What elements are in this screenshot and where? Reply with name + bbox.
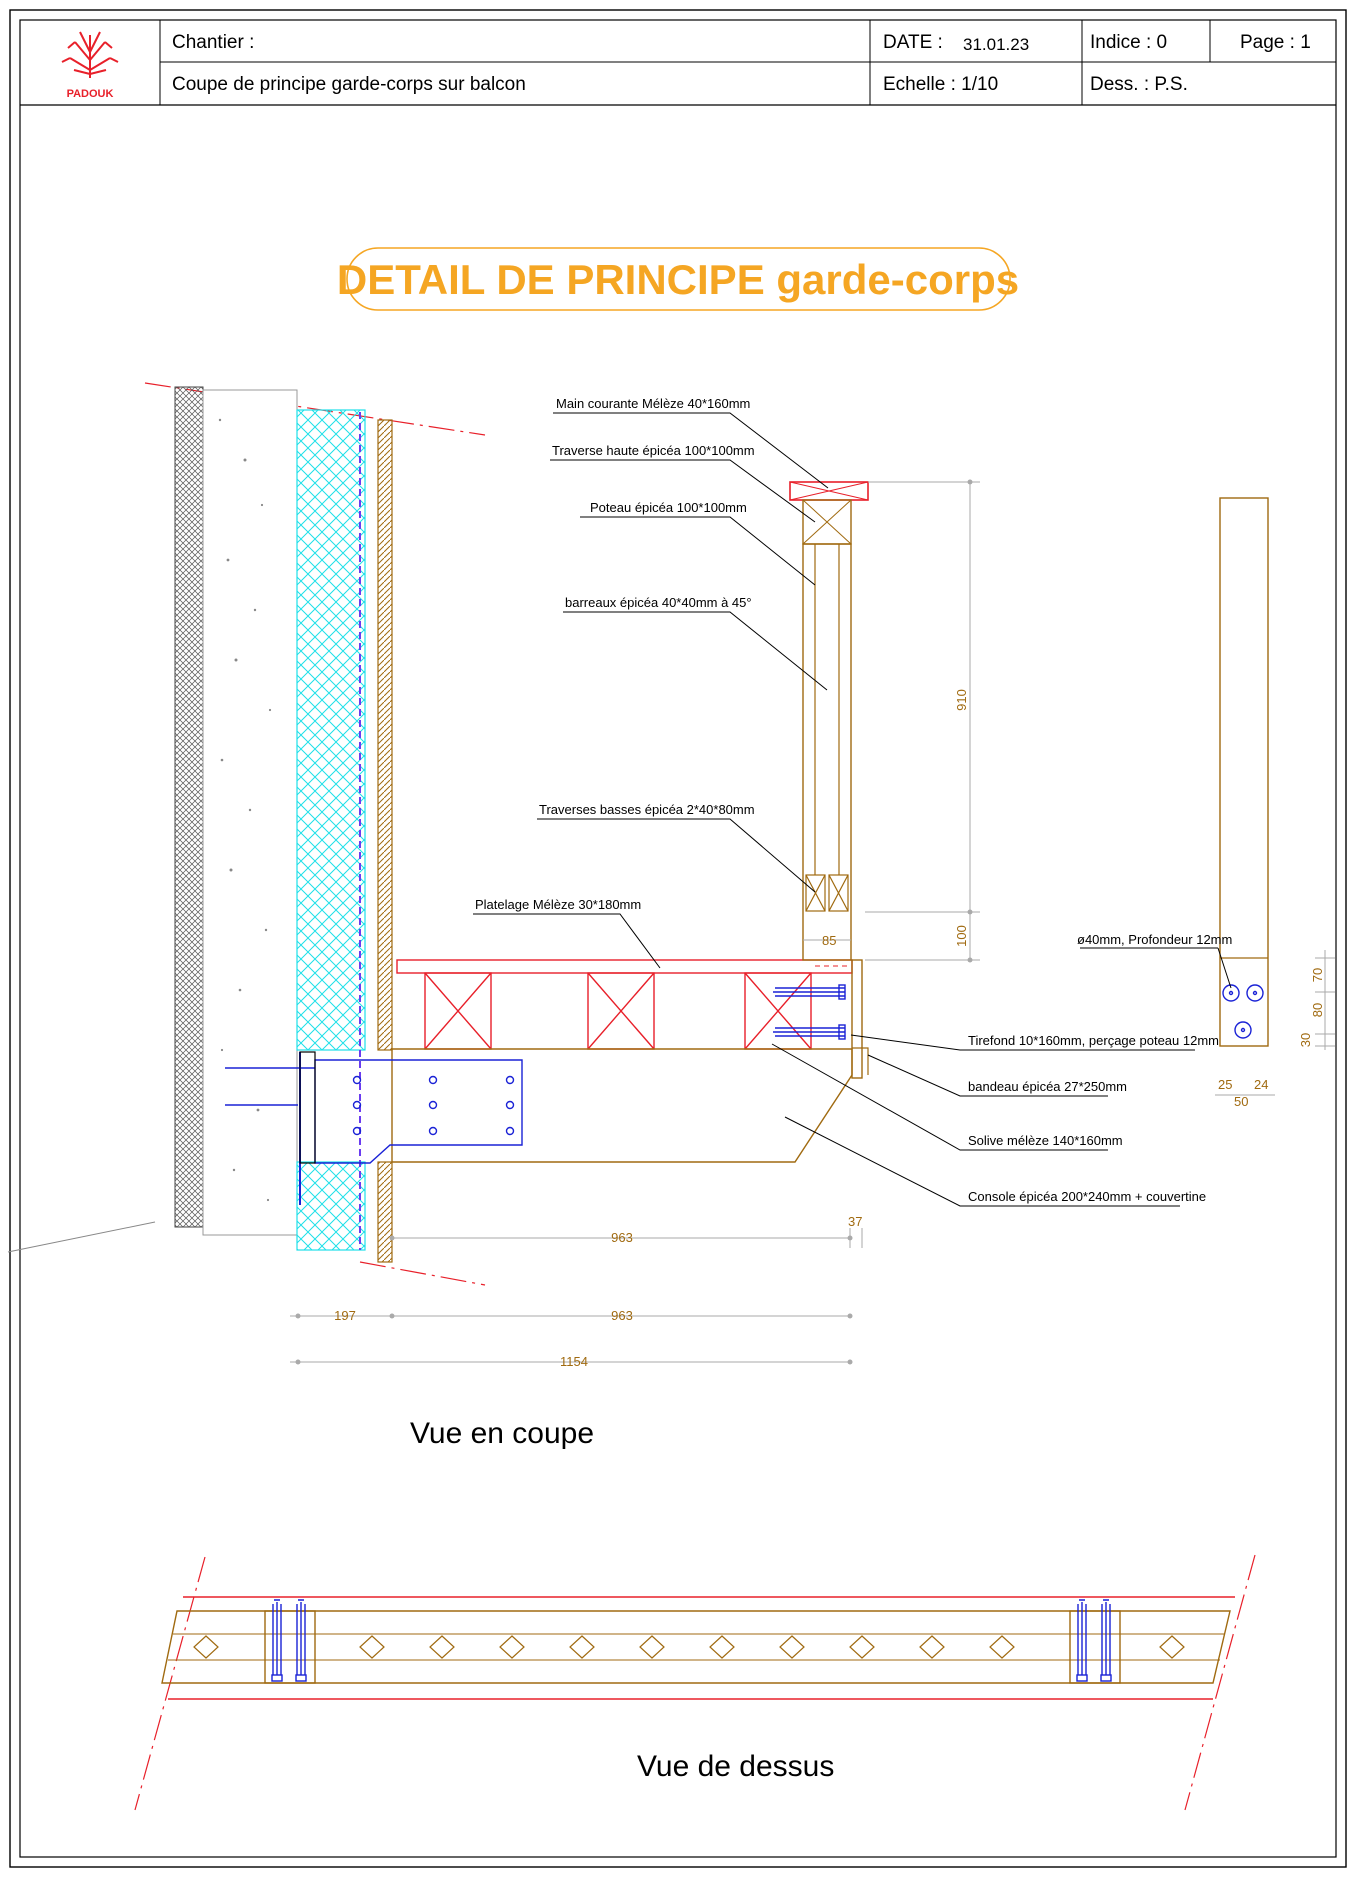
label-main-courante: Main courante Mélèze 40*160mm — [556, 396, 751, 411]
cut-line-bottom — [360, 1262, 485, 1285]
detail-heading: DETAIL DE PRINCIPE garde-corps — [336, 256, 1020, 303]
baluster-diamonds — [194, 1636, 1184, 1658]
wood-cladding-lower — [378, 1162, 392, 1262]
echelle-value: Echelle : 1/10 — [883, 74, 999, 95]
top-view — [135, 1555, 1255, 1810]
plan-screws — [272, 1600, 1111, 1681]
insulation-upper — [297, 410, 365, 1050]
label-poteau: Poteau épicéa 100*100mm — [590, 500, 747, 515]
label-solive: Solive mélèze 140*160mm — [968, 1133, 1123, 1148]
facade-cladding — [175, 387, 203, 1227]
post-plans — [265, 1611, 1120, 1683]
platelage-decking — [397, 960, 852, 973]
drawing-description: Coupe de principe garde-corps sur balcon — [172, 74, 526, 95]
section-view — [8, 383, 1335, 1450]
grey-leader — [8, 1222, 155, 1252]
label-bandeau: bandeau épicéa 27*250mm — [968, 1079, 1128, 1094]
dim-910: 910 — [954, 689, 969, 711]
dim-197: 197 — [334, 1308, 356, 1323]
label-platelage: Platelage Mélèze 30*180mm — [475, 897, 642, 912]
dim-100: 100 — [954, 925, 969, 947]
dim-30: 30 — [1298, 1032, 1313, 1048]
post-end-detail — [1077, 498, 1335, 1109]
page-number: Page : 1 — [1240, 32, 1311, 53]
dim-25: 25 — [1218, 1077, 1233, 1092]
dim-80: 80 — [1310, 1002, 1325, 1018]
insulation-lower — [297, 1162, 365, 1250]
post-end-body — [1220, 498, 1268, 1046]
dim-1154: 1154 — [560, 1354, 588, 1369]
solive-joists — [425, 973, 811, 1049]
bolt-holes — [354, 1077, 514, 1135]
wood-cladding-upper — [378, 420, 392, 1050]
date-label: DATE : — [883, 32, 943, 53]
dim-70: 70 — [1310, 967, 1325, 983]
dim-24: 24 — [1254, 1077, 1269, 1092]
logo-text: PADOUK — [66, 88, 114, 100]
dim-50: 50 — [1234, 1094, 1249, 1109]
poteau-post — [803, 544, 851, 960]
caption-vue-de-dessus: Vue de dessus — [637, 1750, 835, 1783]
title-block — [20, 20, 1336, 105]
couvertine — [852, 1048, 868, 1075]
steel-bracket-plate — [315, 1060, 522, 1163]
dim-963-b: 963 — [611, 1308, 633, 1323]
bandeau-board — [852, 960, 862, 1078]
indice-value: Indice : 0 — [1090, 32, 1168, 53]
caption-vue-en-coupe: Vue en coupe — [410, 1417, 595, 1450]
padouk-logo — [62, 32, 118, 78]
traverses-basses — [806, 875, 848, 911]
label-traverses-basses: Traverses basses épicéa 2*40*80mm — [539, 802, 755, 817]
label-console: Console épicéa 200*240mm + couvertine — [968, 1189, 1207, 1204]
label-traverse-haute: Traverse haute épicéa 100*100mm — [552, 443, 755, 458]
date-value: 31.01.23 — [963, 35, 1030, 54]
dim-85: 85 — [822, 933, 837, 948]
label-tirefond: Tirefond 10*160mm, perçage poteau 12mm — [968, 1033, 1219, 1048]
label-barreaux: barreaux épicéa 40*40mm à 45° — [565, 595, 752, 610]
dim-37: 37 — [848, 1214, 863, 1229]
label-drilling: ø40mm, Profondeur 12mm — [1077, 932, 1233, 947]
chantier-label: Chantier : — [172, 32, 255, 53]
concrete-wall — [203, 390, 297, 1235]
dim-963-a: 963 — [611, 1230, 633, 1245]
tirefond-screws — [773, 985, 845, 1039]
dessinateur-value: Dess. : P.S. — [1090, 74, 1188, 95]
